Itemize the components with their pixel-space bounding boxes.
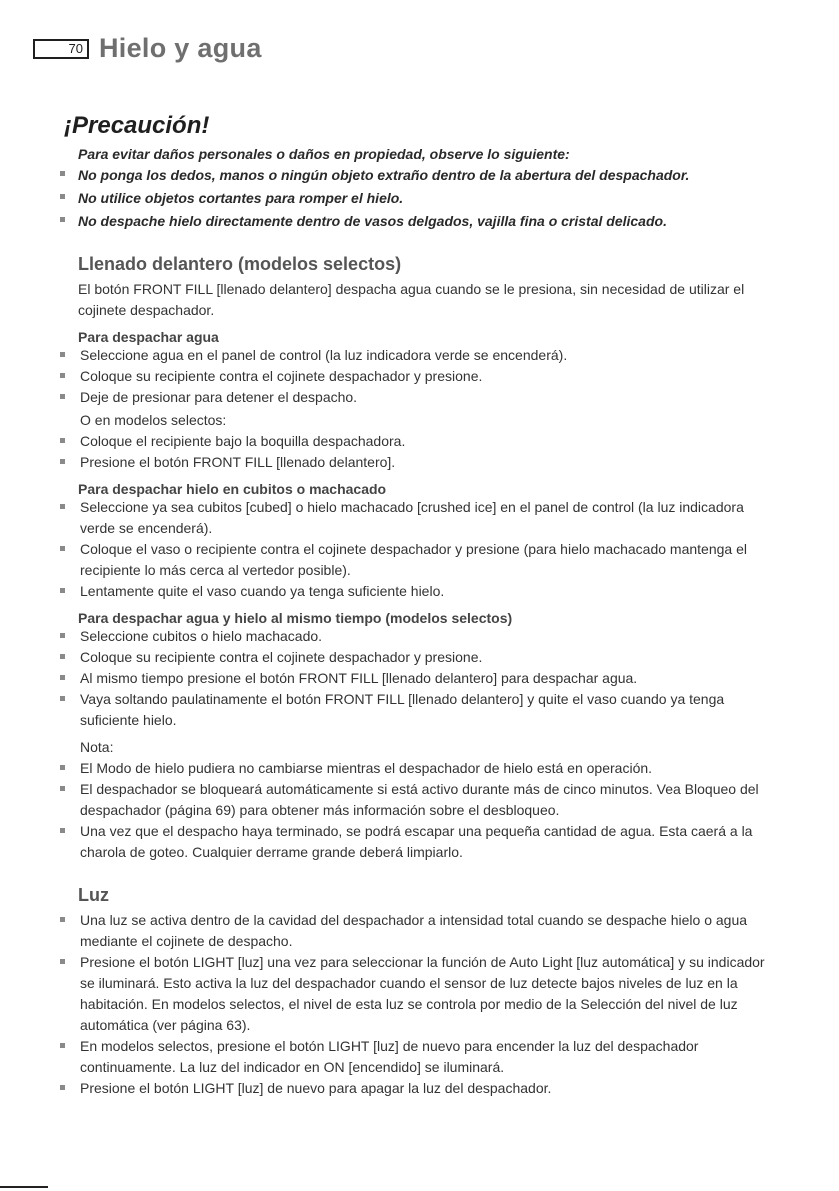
bullet-icon — [60, 786, 65, 791]
list-item: El despachador se bloqueará automáticamente si está activo durante más de cinco minutos. Vea Bloqueo del despachador (página 69) para obtener más información sobre el desbloqueo. — [60, 779, 780, 821]
front-fill-description: El botón FRONT FILL [llenado delantero] despacha agua cuando se le presiona, sin necesidad de utilizar el cojinete despachador. — [78, 281, 745, 318]
list-item: No despache hielo directamente dentro de vasos delgados, vajilla fina o cristal delicado. — [60, 210, 820, 233]
bullet-icon — [60, 959, 65, 964]
bullet-icon — [60, 765, 65, 770]
bullet-icon — [60, 438, 65, 443]
bullet-icon — [60, 633, 65, 638]
bullet-icon — [60, 459, 65, 464]
caution-section — [60, 112, 820, 233]
bullet-icon — [60, 217, 65, 222]
list-item: Seleccione agua en el panel de control (la luz indicadora verde se encenderá). — [60, 345, 780, 366]
note-list — [60, 758, 780, 863]
subsection-title-both: Para despachar agua y hielo al mismo tiempo (modelos selectos) — [78, 610, 513, 626]
bullet-icon — [60, 696, 65, 701]
list-item: Presione el botón FRONT FILL [llenado delantero]. — [60, 452, 780, 473]
list-item: No utilice objetos cortantes para romper el hielo. — [60, 187, 820, 210]
list-item: Vaya soltando paulatinamente el botón FRONT FILL [llenado delantero] y quite el vaso cuando ya tenga suficiente hielo. — [60, 689, 780, 731]
bullet-icon — [60, 194, 65, 199]
bullet-icon — [60, 171, 65, 176]
bullet-icon — [60, 675, 65, 680]
bullet-icon — [60, 654, 65, 659]
list-item: Presione el botón LIGHT [luz] de nuevo para apagar la luz del despachador. — [60, 1078, 780, 1099]
page-number: 70 — [33, 39, 89, 59]
list-item: Seleccione cubitos o hielo machacado. — [60, 626, 780, 647]
list-item: Deje de presionar para detener el despacho. — [60, 387, 780, 408]
water-steps — [60, 345, 780, 408]
bullet-icon — [60, 504, 65, 509]
list-item: Lentamente quite el vaso cuando ya tenga suficiente hielo. — [60, 581, 780, 602]
list-item: En modelos selectos, presione el botón LIGHT [luz] de nuevo para encender la luz del despachador continuamente. La luz del indicador en ON [encendido] se iluminará. — [60, 1036, 780, 1078]
bullet-icon — [60, 1085, 65, 1090]
subsection-title-ice: Para despachar hielo en cubitos o machacado — [78, 481, 387, 497]
list-item: Al mismo tiempo presione el botón FRONT FILL [llenado delantero] para despachar agua. — [60, 668, 780, 689]
bullet-icon — [60, 546, 65, 551]
list-item: Seleccione ya sea cubitos [cubed] o hielo machacado [crushed ice] en el panel de control (la luz indicadora verde se encenderá). — [60, 497, 780, 539]
bullet-icon — [60, 917, 65, 922]
water-alt-steps — [60, 431, 780, 473]
caution-intro: Para evitar daños personales o daños en propiedad, observe lo siguiente: — [78, 146, 570, 162]
list-item: Coloque el vaso o recipiente contra el cojinete despachador y presione (para hielo machacado mantenga el recipiente lo más cerca al vertedor posible). — [60, 539, 780, 581]
list-item: Coloque su recipiente contra el cojinete despachador y presione. — [60, 647, 780, 668]
bullet-icon — [60, 352, 65, 357]
both-steps — [60, 626, 780, 731]
subsection-title-water: Para despachar agua — [78, 329, 219, 345]
section-title-light: Luz — [78, 885, 109, 905]
list-item: Una luz se activa dentro de la cavidad del despachador a intensidad total cuando se despache hielo o agua mediante el cojinete de despacho. — [60, 910, 780, 952]
bullet-icon — [60, 828, 65, 833]
list-item: Una vez que el despacho haya terminado, se podrá escapar una pequeña cantidad de agua. Esta caerá a la charola de goteo. Cualquier derrame grande deberá limpiarlo. — [60, 821, 780, 863]
bullet-icon — [60, 373, 65, 378]
list-item: El Modo de hielo pudiera no cambiarse mientras el despachador de hielo está en operación. — [60, 758, 780, 779]
note-label: Nota: — [80, 739, 114, 755]
footer-rule — [0, 1186, 48, 1188]
bullet-icon — [60, 1043, 65, 1048]
bullet-icon — [60, 588, 65, 593]
alt-models-label: O en modelos selectos: — [80, 412, 227, 428]
bullet-icon — [60, 394, 65, 399]
page-header — [33, 33, 262, 64]
main-content — [60, 254, 780, 1099]
section-title-front-fill: Llenado delantero (modelos selectos) — [78, 254, 402, 274]
light-list — [60, 910, 780, 1099]
caution-title: ¡Precaución! — [64, 112, 210, 139]
ice-steps — [60, 497, 780, 602]
caution-list — [60, 164, 820, 233]
list-item: Coloque su recipiente contra el cojinete despachador y presione. — [60, 366, 780, 387]
page-title: Hielo y agua — [99, 33, 262, 63]
list-item: Presione el botón LIGHT [luz] una vez para seleccionar la función de Auto Light [luz automática] y su indicador se iluminará. Esto activa la luz del despachador cuando el sensor de luz detecte bajos niveles de luz en la habitación. En modelos selectos, el nivel de esta luz se controla por medio de la Selección del nivel de luz automática (ver página 63). — [60, 952, 780, 1036]
list-item: No ponga los dedos, manos o ningún objeto extraño dentro de la abertura del despachador. — [60, 164, 820, 187]
list-item: Coloque el recipiente bajo la boquilla despachadora. — [60, 431, 780, 452]
